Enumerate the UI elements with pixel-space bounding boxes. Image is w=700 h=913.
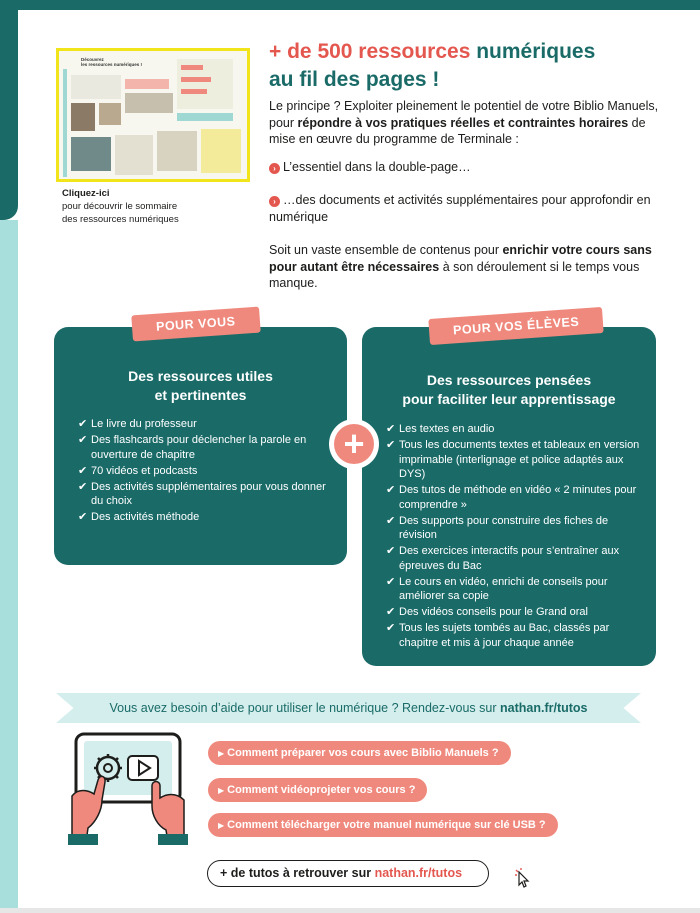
- teacher-card-title-line1: Des ressources utiles: [128, 368, 273, 384]
- thumbnail-mini-title-line1: Découvrez: [81, 57, 104, 62]
- arrow-bullet-icon: ›: [269, 196, 280, 207]
- headline-rest: numériques: [476, 40, 596, 63]
- list-item-text: Des exercices interactifs pour s’entraîner aux épreuves du Bac: [399, 545, 620, 572]
- help-tutos-link[interactable]: nathan.fr/tutos: [500, 701, 588, 715]
- check-icon: ✔: [386, 514, 396, 527]
- list-item: [386, 438, 648, 482]
- tuto-prepare-courses-link[interactable]: [208, 741, 511, 765]
- list-item: [386, 544, 648, 573]
- more-tutos-button[interactable]: [207, 860, 489, 887]
- more-tutos-link[interactable]: nathan.fr/tutos: [374, 866, 463, 880]
- tuto-videoproject-text: Comment vidéoprojeter vos cours ?: [227, 784, 416, 796]
- teacher-resources-list: [78, 417, 338, 526]
- list-item: [78, 464, 338, 479]
- list-item: [78, 510, 338, 525]
- pour-vous-ribbon: POUR VOUS: [131, 307, 260, 342]
- thumbnail-caption-link[interactable]: Cliquez-ici: [62, 188, 110, 199]
- list-item-text: Tous les sujets tombés au Bac, classés par chapitre et mis à jour chaque année: [399, 622, 610, 649]
- triangle-right-icon: ▶: [218, 786, 225, 795]
- cursor-click-icon: [514, 868, 532, 888]
- plus-icon: +: [334, 424, 374, 464]
- check-icon: ✔: [386, 606, 396, 618]
- list-item-text: 70 vidéos et podcasts: [91, 464, 198, 477]
- student-resources-card: [362, 327, 656, 666]
- pour-vos-eleves-ribbon: POUR VOS ÉLÈVES: [428, 307, 604, 345]
- check-icon: ✔: [386, 575, 396, 588]
- thumbnail-photo: [125, 93, 173, 113]
- check-icon: ✔: [78, 464, 88, 477]
- list-item: [386, 514, 648, 543]
- top-band: [0, 0, 700, 10]
- left-tab-dark: [0, 0, 18, 220]
- list-item: [386, 605, 648, 620]
- list-item-text: Des vidéos conseils pour le Grand oral: [399, 606, 588, 618]
- teacher-resources-card: [54, 327, 347, 565]
- plus-badge: [329, 419, 379, 469]
- student-resources-list: [386, 422, 648, 652]
- intro-part2: de mise en œuvre du programme de Terminale :: [269, 115, 646, 146]
- triangle-right-icon: ▶: [218, 821, 225, 830]
- bottom-rule: [0, 908, 700, 913]
- tuto-download-usb-link[interactable]: [208, 813, 558, 837]
- bullet-supplementary: [269, 192, 659, 225]
- tablet-hands-illustration: [68, 730, 188, 845]
- tuto-download-usb-text: Comment télécharger votre manuel numérique sur clé USB ?: [227, 819, 546, 831]
- intro-bold: répondre à vos pratiques réelles et contraintes horaires: [297, 115, 629, 130]
- student-card-title-line2: pour faciliter leur apprentissage: [402, 391, 616, 407]
- more-tutos-text: + de tutos à retrouver sur: [220, 866, 375, 880]
- check-icon: ✔: [78, 434, 88, 446]
- thumbnail-mini-title: [81, 57, 142, 67]
- summary-part2: à son déroulement si le temps vous manque.: [269, 259, 640, 290]
- check-icon: ✔: [386, 545, 396, 557]
- teacher-card-title: [54, 367, 347, 405]
- bullet-essential: [269, 159, 659, 176]
- thumbnail-label: [181, 65, 203, 70]
- arrow-bullet-icon: ›: [269, 163, 280, 174]
- thumbnail-photo: [71, 103, 95, 131]
- thumbnail-caption-line2: pour découvrir le sommaire: [62, 201, 178, 212]
- sleeve-left: [68, 834, 98, 845]
- student-card-title: [362, 371, 656, 409]
- list-item-text: Les textes en audio: [399, 423, 495, 435]
- thumbnail-block: [115, 135, 153, 175]
- summary-paragraph: [269, 242, 659, 292]
- list-item: [386, 621, 648, 650]
- intro-paragraph: [269, 98, 659, 148]
- thumbnail-block: [177, 113, 233, 121]
- page-headline: [269, 38, 669, 94]
- list-item: [386, 575, 648, 604]
- help-banner-text: Vous avez besoin d’aide pour utiliser le numérique ? Rendez-vous sur: [109, 701, 500, 715]
- summary-bold: enrichir votre cours sans pour autant être nécessaires: [269, 243, 652, 274]
- triangle-right-icon: ▶: [218, 749, 225, 758]
- thumbnail-label: [181, 77, 211, 82]
- check-icon: ✔: [78, 480, 88, 493]
- list-item-text: Tous les documents textes et tableaux en version imprimable (interlignage et police adaptés aux DYS): [399, 439, 640, 480]
- thumbnail-block: [71, 75, 121, 99]
- thumbnail-photo: [99, 103, 121, 125]
- list-item-text: Des activités méthode: [91, 511, 200, 523]
- resources-summary-thumbnail[interactable]: [56, 48, 250, 182]
- thumbnail-caption-line3: des ressources numériques: [62, 214, 179, 225]
- bullet-supplementary-text: …des documents et activités supplémentaires pour approfondir en numérique: [269, 193, 651, 224]
- check-icon: ✔: [386, 484, 396, 496]
- list-item: [386, 483, 648, 512]
- thumbnail-caption[interactable]: [62, 187, 179, 226]
- thumbnail-block: [125, 79, 169, 89]
- headline-accent: + de 500 ressources: [269, 40, 471, 63]
- bullet-essential-text: L’essentiel dans la double-page…: [283, 160, 471, 174]
- student-card-title-line1: Des ressources pensées: [426, 372, 592, 388]
- check-icon: ✔: [386, 439, 396, 451]
- teacher-card-title-line2: et pertinentes: [154, 387, 247, 403]
- help-banner: [56, 693, 641, 723]
- thumbnail-block: [157, 131, 197, 171]
- thumbnail-label: [181, 89, 207, 94]
- headline-line2: au fil des pages !: [269, 68, 440, 91]
- list-item-text: Des supports pour construire des fiches de révision: [399, 514, 609, 541]
- list-item: [386, 422, 648, 437]
- summary-part1: Soit un vaste ensemble de contenus pour: [269, 243, 503, 257]
- thumbnail-note: [201, 129, 241, 173]
- list-item: [78, 433, 338, 462]
- check-icon: ✔: [386, 622, 396, 634]
- thumbnail-photo: [71, 137, 111, 171]
- list-item: [78, 480, 338, 509]
- check-icon: ✔: [78, 511, 88, 523]
- list-item-text: Le cours en vidéo, enrichi de conseils pour améliorer sa copie: [399, 575, 608, 602]
- left-tab-light: [0, 220, 18, 913]
- play-icon: [128, 756, 158, 780]
- tuto-videoproject-link[interactable]: [208, 778, 427, 802]
- check-icon: ✔: [78, 418, 88, 430]
- list-item-text: Des activités supplémentaires pour vous donner du choix: [91, 480, 326, 507]
- list-item-text: Le livre du professeur: [91, 418, 197, 430]
- thumbnail-mini-title-line2: les ressources numériques !: [81, 62, 143, 67]
- intro-part1: Le principe ? Exploiter pleinement le potentiel de votre Biblio Manuels, pour: [269, 99, 659, 130]
- sleeve-right: [158, 834, 188, 845]
- list-item: [78, 417, 338, 432]
- list-item-text: Des flashcards pour déclencher la parole en ouverture de chapitre: [91, 434, 307, 461]
- check-icon: ✔: [386, 423, 396, 435]
- tuto-prepare-courses-text: Comment préparer vos cours avec Biblio Manuels ?: [227, 747, 499, 759]
- thumbnail-side-strip: [63, 69, 67, 177]
- list-item-text: Des tutos de méthode en vidéo « 2 minutes pour comprendre »: [399, 484, 637, 511]
